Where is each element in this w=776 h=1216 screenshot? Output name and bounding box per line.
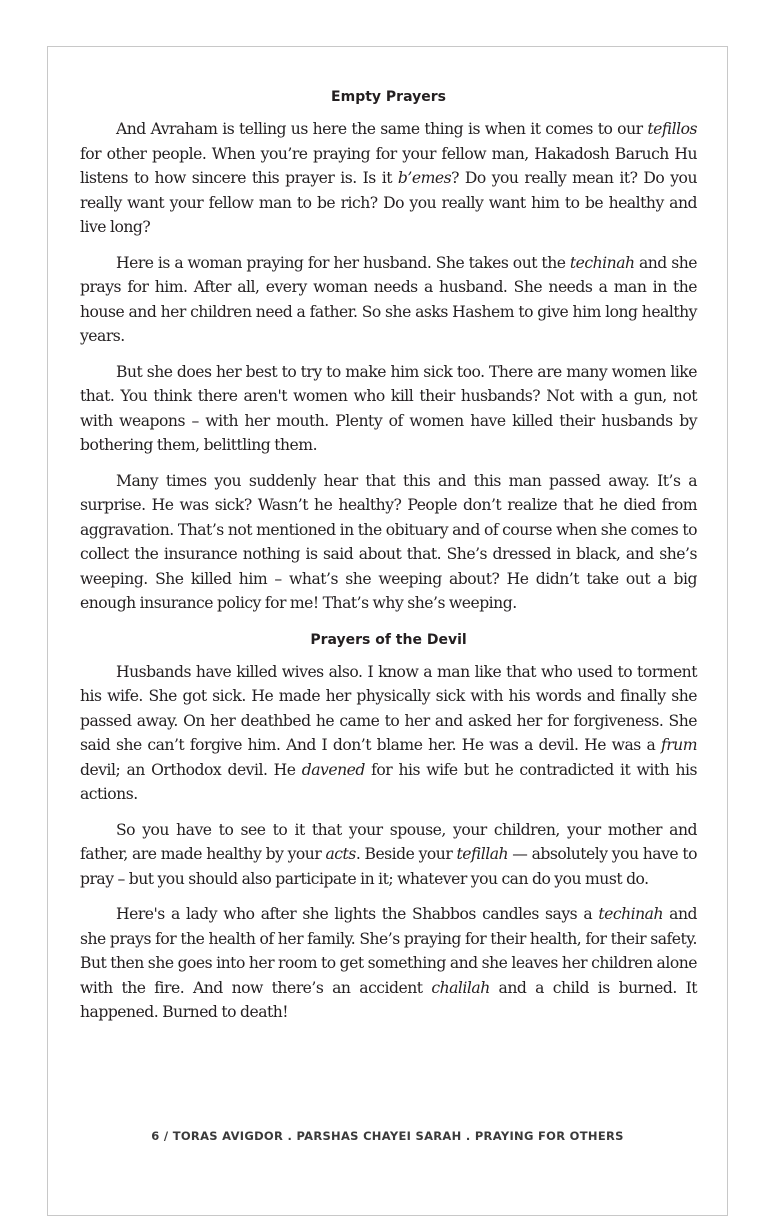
paragraph: [80, 117, 697, 240]
paragraph: [80, 818, 697, 892]
text-run: and she prays for the health of her family. She’s praying for their health, for their safety. But then she goes into her room to get something and she leaves her children alone with the fire. And now there’s an accident: [80, 905, 698, 997]
book-page: [47, 46, 728, 1216]
text-run: — absolutely you have to pray – but you should also participate in it; whatever you can do you must do.: [80, 845, 697, 888]
paragraph: [80, 251, 697, 349]
section-heading-prayers-of-the-devil: Prayers of the Devil: [310, 631, 467, 648]
page-content: [80, 87, 697, 1025]
text-run: So you have to see to it that your spouse, your children, your mother and father, are made healthy by your: [80, 820, 697, 863]
text-run: ? Do you really mean it? Do you really want your fellow man to be rich? Do you really want him to be healthy and live long?: [80, 169, 697, 236]
text-run: Husbands have killed wives also. I know a man like that who used to torment his wife. She got sick. He made her physically sick with his words and finally she passed away. On her deathbed he came to her and asked her for forgiveness. She said she can’t forgive him. And I don’t blame her. He was a devil. He was a: [80, 662, 697, 754]
text-run: for his wife but he contradicted it with his actions.: [80, 760, 697, 803]
section-heading-empty-prayers: Empty Prayers: [331, 89, 446, 105]
paragraph: [80, 902, 697, 1025]
italic-term: frum: [660, 736, 697, 754]
text-run: for other people. When you’re praying for your fellow man, Hakadosh Baruch Hu listens to how sincere this prayer is. Is it: [80, 144, 697, 187]
text-run: and a child is burned. It happened. Burned to death!: [80, 978, 698, 1021]
italic-term: tefillos: [647, 120, 697, 138]
italic-term: techinah: [598, 905, 663, 923]
text-run: Many times you suddenly hear that this and this man passed away. It’s a surprise. He was sick? Wasn’t he healthy? People don’t realize that he died from aggravation. That’s not mentioned in the obituary and of course when she comes to collect the insurance nothing is said about that. She’s dressed in black, and she’s weeping. She killed him – what’s she weeping about? He didn’t take out a big enough insurance policy for me! That’s why she’s weeping.: [80, 471, 697, 612]
italic-term: b’emes: [397, 169, 452, 187]
text-run: Here's a lady who after she lights the Shabbos candles says a: [116, 905, 599, 923]
text-run: and she prays for him. After all, every woman needs a husband. She needs a man in the house and her children need a father. So she asks Hashem to give him long healthy years.: [80, 253, 697, 345]
text-run: Here is a woman praying for her husband. She takes out the: [116, 253, 570, 272]
paragraph: [80, 360, 697, 458]
italic-term: acts: [325, 845, 356, 863]
text-run: And Avraham is telling us here the same thing is when it comes to our: [116, 120, 648, 138]
text-run: . Beside your: [355, 845, 457, 863]
italic-term: tefillah: [456, 845, 509, 863]
paragraph: [80, 469, 697, 616]
paragraph: [80, 660, 697, 807]
italic-term: davened: [301, 760, 365, 779]
page-footer: 6 / TORAS AVIGDOR . PARSHAS CHAYEI SARAH . PRAYING FOR OTHERS: [151, 1129, 624, 1143]
text-run: But she does her best to try to make him sick too. There are many women like that. You think there aren't women who kill their husbands? Not with a gun, not with weapons – with her mouth. Plenty of women have killed their husbands by bothering them, belittling them.: [80, 362, 697, 454]
text-run: devil; an Orthodox devil. He: [80, 760, 302, 779]
italic-term: chalilah: [431, 978, 490, 997]
italic-term: techinah: [569, 253, 635, 272]
